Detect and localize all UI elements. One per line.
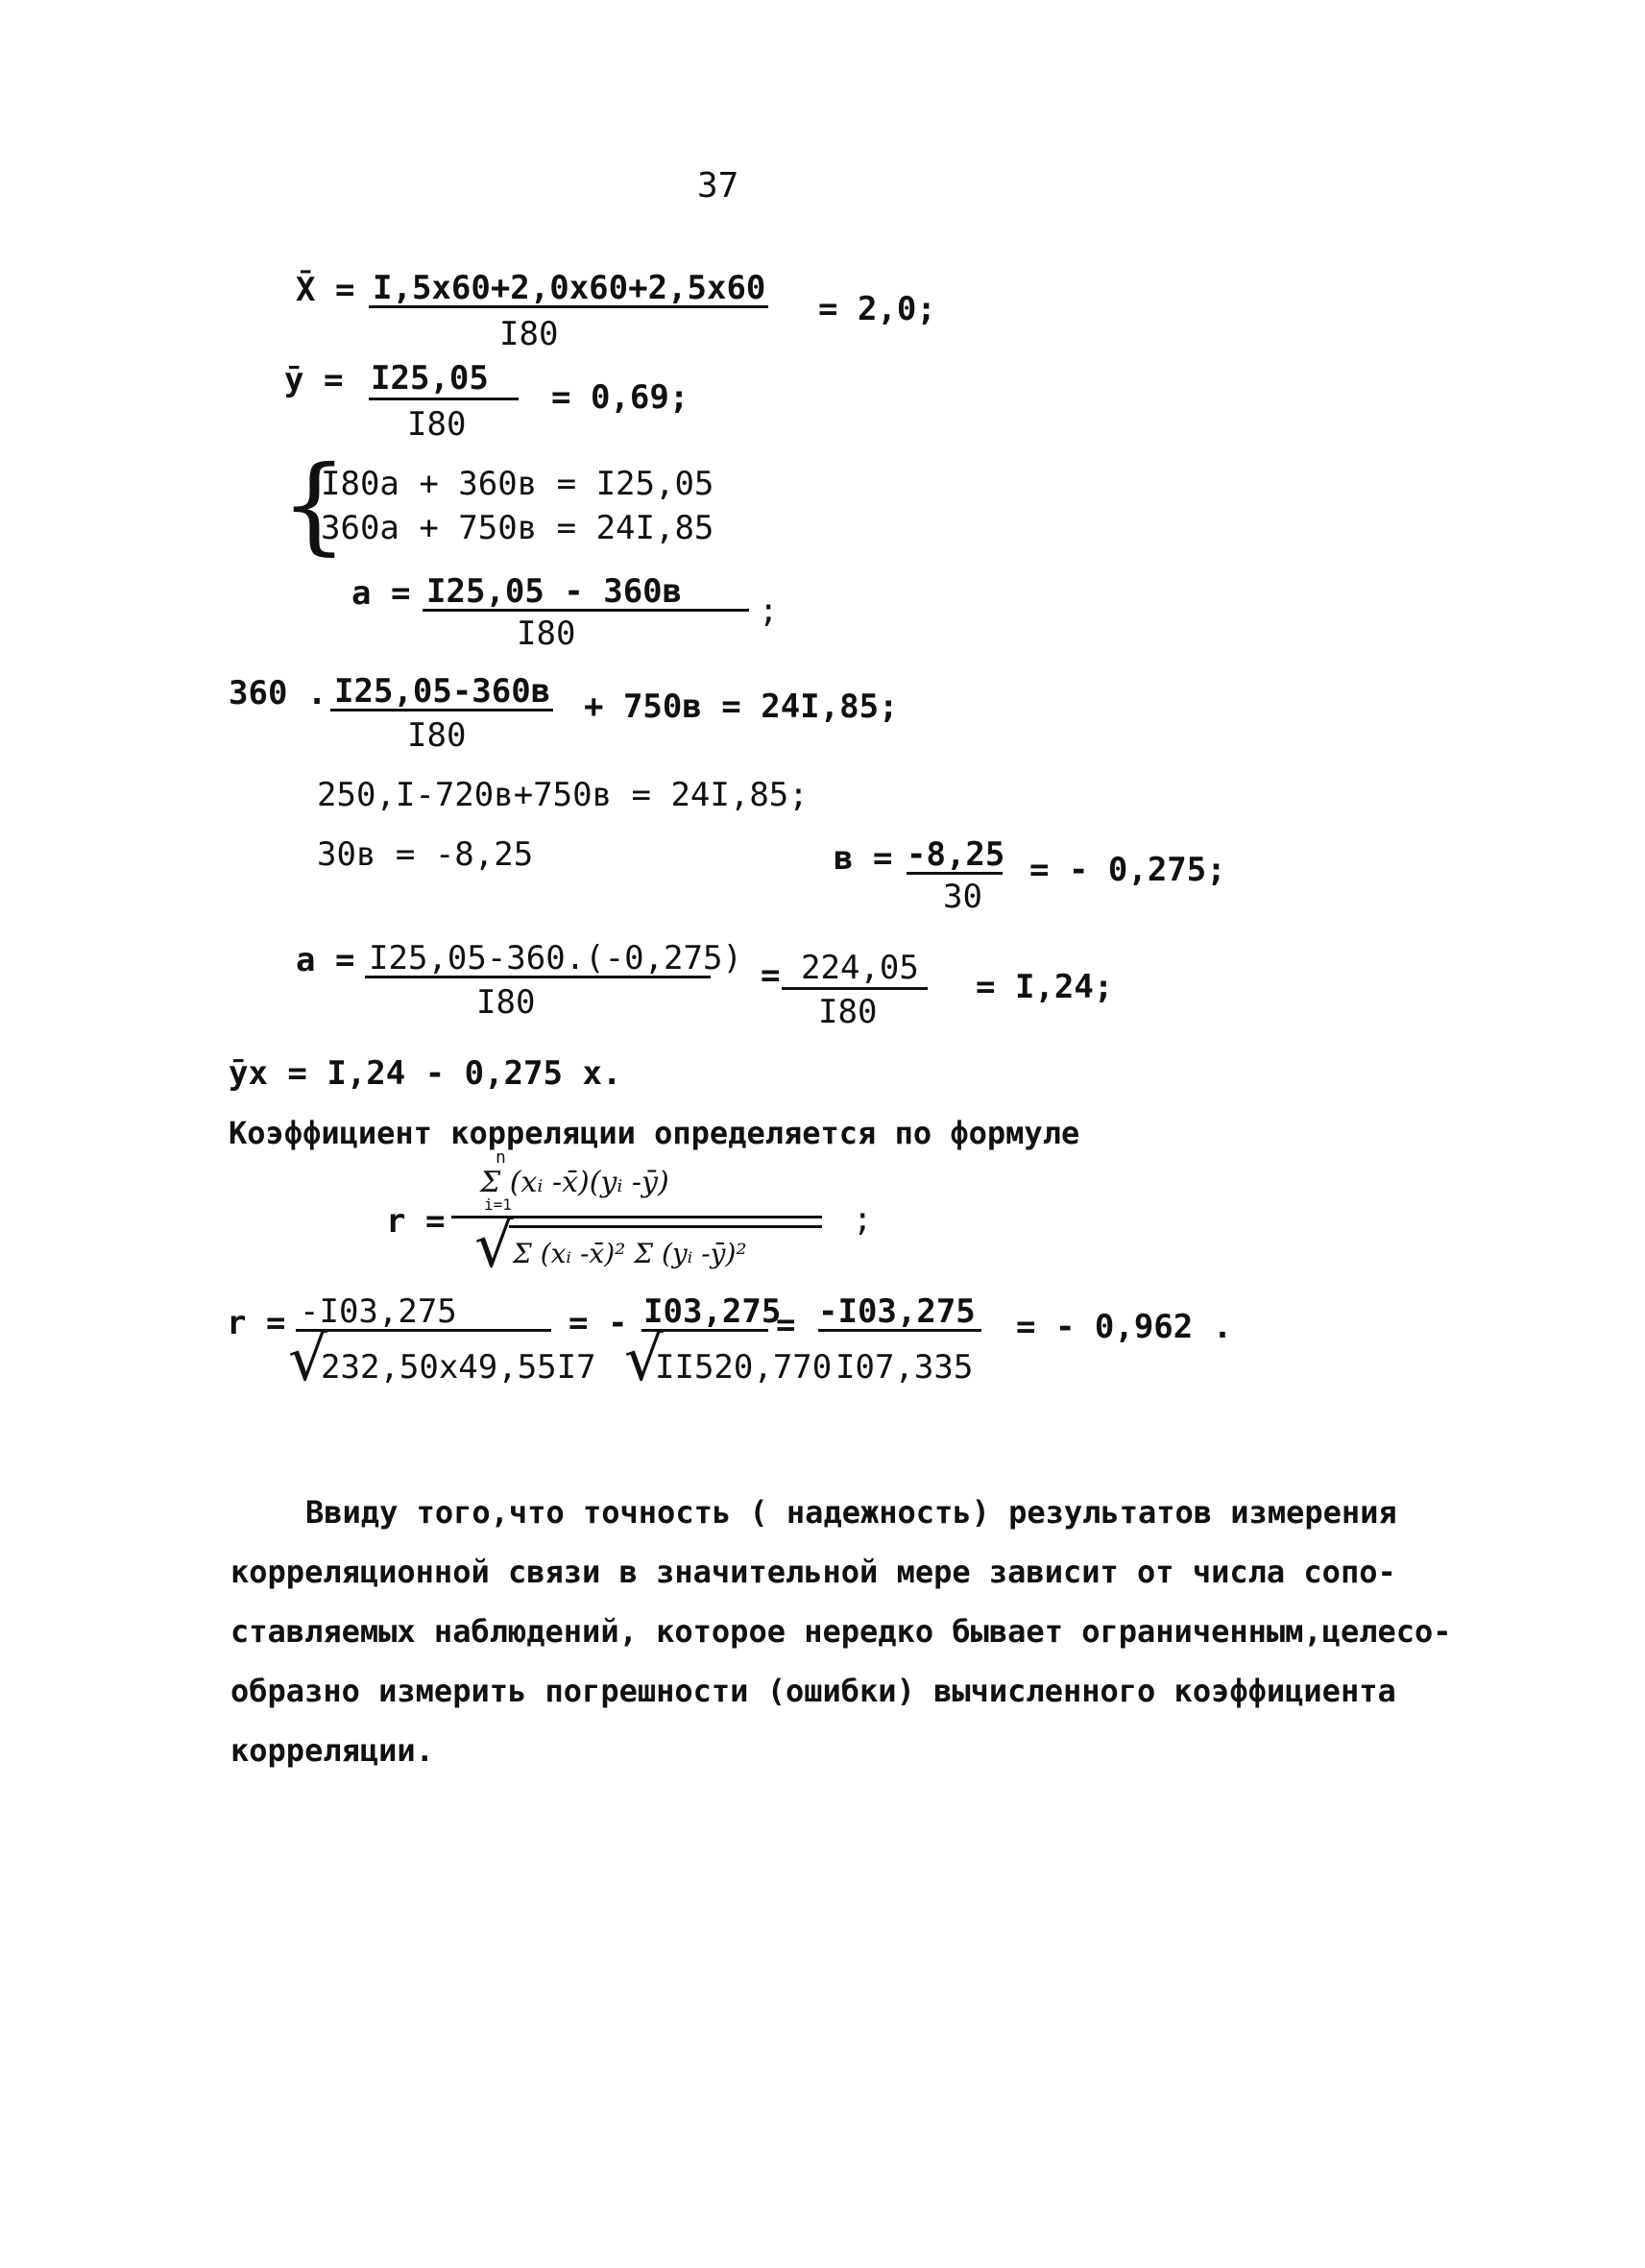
mean-y-denominator: I80 [407,405,467,444]
formula-sqrt-overline [509,1225,822,1228]
a-value-fraction-bar [365,976,711,978]
r-calc-result: = - 0,962 . [1016,1308,1233,1346]
a-value-mid-denominator: I80 [818,993,878,1031]
mean-y-fraction-bar [369,398,519,400]
mean-x-result: = 2,0; [818,290,936,328]
formula-sum-bot-1: i=1 [484,1195,512,1214]
mean-x-numerator: I,5x60+2,0x60+2,5x60 [373,269,766,307]
r-calc-lhs: r = [227,1304,286,1342]
r-calc-fraction-bar-3 [818,1329,981,1332]
formula-numerator: Σ (xᵢ -x̄)(yᵢ -ȳ) [480,1166,669,1199]
system-equation-2: 360a + 750в = 24I,85 [321,509,714,547]
equation-30b: 30в = -8,25 [317,835,534,874]
r-calc-denominator-3: I07,335 [835,1348,974,1387]
r-calc-sqrt-1: √ [288,1324,327,1395]
b-value-numerator: -8,25 [907,835,1005,874]
mean-y-result: = 0,69; [551,378,689,417]
paragraph-line-2: корреляционной связи в значительной мере зависит от числа сопо- [230,1554,1396,1590]
formula-semicolon: ; [853,1200,873,1239]
r-calc-numerator-2: I03,275 [643,1292,782,1331]
b-value-result: = - 0,275; [1029,851,1226,889]
subst-denominator: I80 [407,716,467,755]
formula-sum-top-1: n [496,1147,506,1168]
a-expr-numerator: I25,05 - 360в [426,572,683,611]
r-calc-numerator-3: -I03,275 [818,1292,976,1331]
page-number: 37 [697,166,739,205]
mean-y-lhs: ȳ = [284,361,344,399]
a-expr-semicolon: ; [759,591,779,630]
a-value-mid-eq: = [761,956,781,995]
a-expr-lhs: a = [351,574,411,613]
a-value-denominator: I80 [476,983,536,1022]
a-value-numerator: I25,05-360.(-0,275) [369,939,742,977]
r-calc-sqrt-2: √ [624,1324,664,1395]
mean-x-denominator: I80 [499,315,559,353]
r-calc-denominator-1: 232,50x49,55I7 [321,1348,596,1387]
formula-denominator: Σ (xᵢ -x̄)² Σ (yᵢ -ȳ)² [513,1238,747,1269]
a-value-lhs: a = [296,941,355,979]
r-calc-fraction-bar-1 [296,1329,551,1332]
correlation-intro: Коэффициент корреляции определяется по формуле [229,1115,1080,1151]
subst-rhs: + 750в = 24I,85; [584,688,899,726]
paragraph-line-3: ставляемых наблюдений, которое нередко бывает ограниченным,целесо- [230,1613,1452,1650]
subst-fraction-bar [330,709,553,712]
r-calc-numerator-1: -I03,275 [300,1292,457,1331]
b-value-lhs: в = [834,839,893,878]
paragraph-line-1: Ввиду того,что точность ( надежность) результатов измерения [305,1494,1397,1531]
system-brace: { [280,443,348,566]
equation-250: 250,I-720в+750в = 24I,85; [317,776,809,814]
formula-lhs: r = [386,1202,446,1241]
subst-numerator: I25,05-360в [334,672,551,711]
b-value-fraction-bar [907,872,1003,875]
system-equation-1: I80a + 360в = I25,05 [321,465,714,503]
mean-x-lhs: X̄ = [296,271,355,309]
a-value-result: = I,24; [976,968,1114,1006]
mean-y-numerator: I25,05 [371,359,489,398]
r-calc-denominator-2: II520,770 [655,1348,833,1387]
subst-lhs: 360 . [229,674,327,712]
b-value-denominator: 30 [943,878,982,916]
a-value-mid-numerator: 224,05 [801,949,919,987]
r-calc-eq-2: = - [568,1304,628,1342]
mean-x-fraction-bar [369,305,768,308]
paragraph-line-5: корреляции. [230,1732,434,1769]
a-value-mid-fraction-bar [782,987,928,990]
a-expr-denominator: I80 [517,615,576,653]
regression-equation: ȳx = I,24 - 0,275 x. [229,1054,622,1093]
a-expr-fraction-bar [423,609,749,612]
formula-sqrt-sign: √ [474,1211,514,1282]
r-calc-eq-3: = [776,1306,796,1344]
paragraph-line-4: образно измерить погрешности (ошибки) вычисленного коэффициента [230,1673,1396,1709]
